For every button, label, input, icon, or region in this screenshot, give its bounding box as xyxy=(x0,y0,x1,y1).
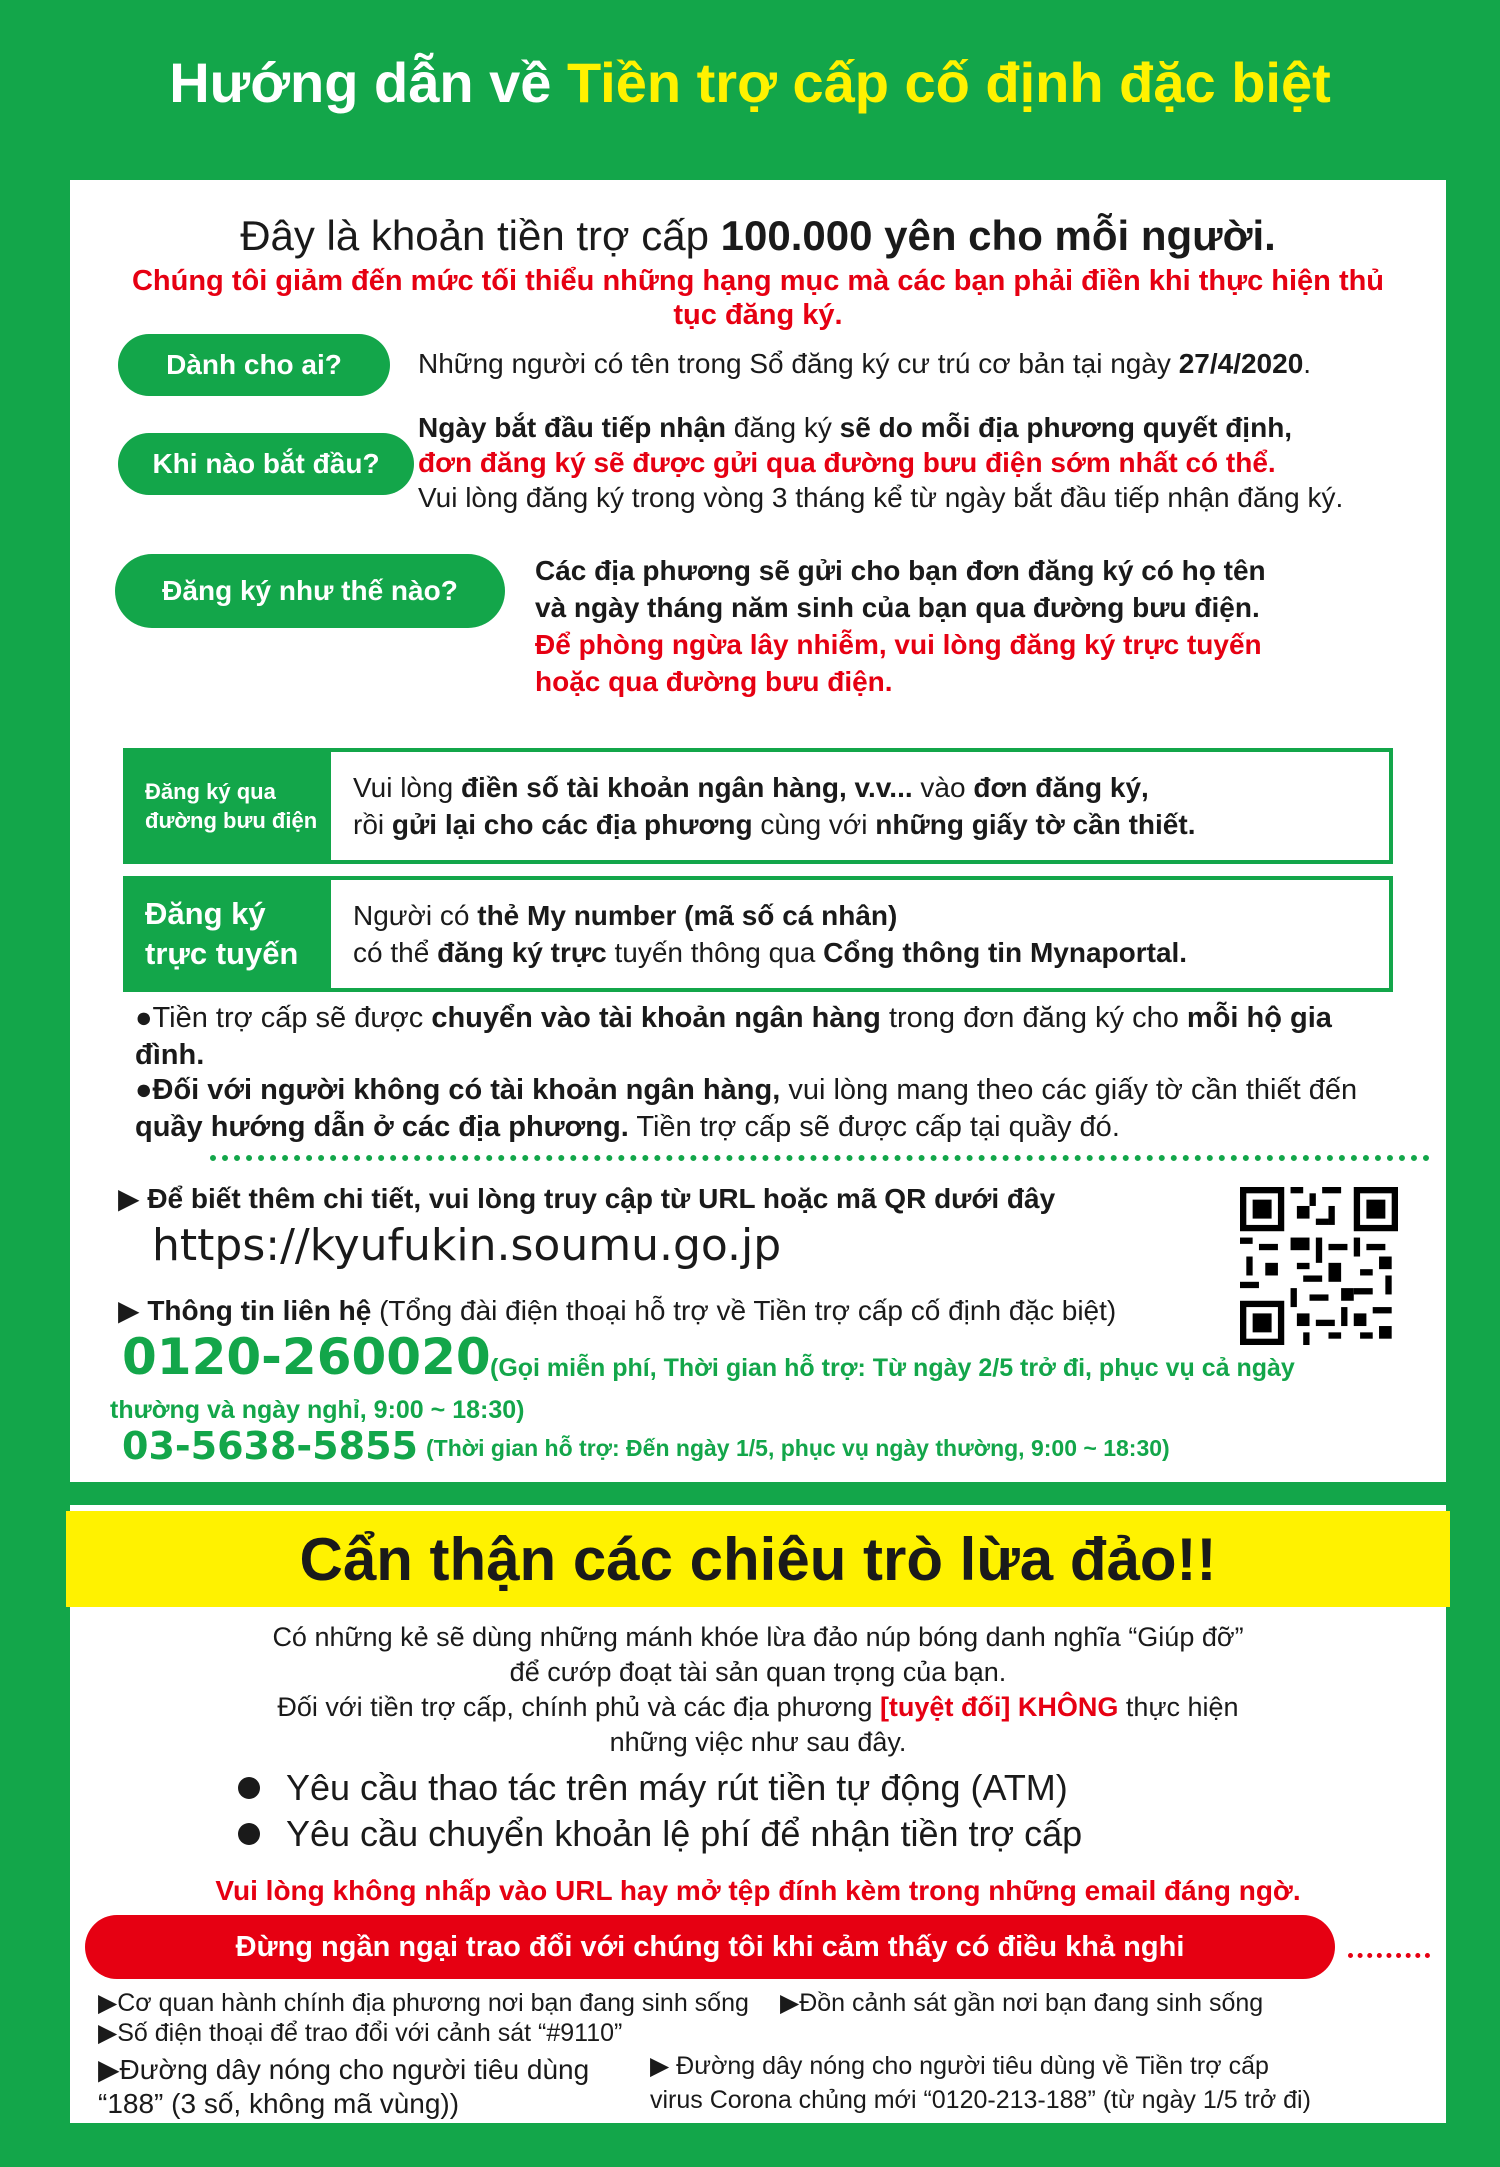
dotted-divider xyxy=(210,1155,1430,1161)
banner-dots xyxy=(1348,1953,1430,1958)
warning-paragraph-2: để cướp đoạt tài sản quan trọng của bạn. xyxy=(509,1657,1007,1687)
bullet-icon xyxy=(238,1777,260,1799)
phone-landline[interactable]: 03-5638-5855 xyxy=(122,1424,418,1468)
post-method-box xyxy=(123,748,1393,864)
when-pill: Khi nào bắt đầu? xyxy=(118,433,414,495)
who-pill: Dành cho ai? xyxy=(118,334,390,396)
email-warning: Vui lòng không nhấp vào URL hay mở tệp đính kèm trong những email đáng ngờ. xyxy=(215,1875,1301,1906)
contact-police-station: ▶Đồn cảnh sát gần nơi bạn đang sinh sống xyxy=(780,1989,1264,2017)
note-no-account: ●Đối với người không có tài khoản ngân hàng, vui lòng mang theo các giấy tờ cần thiết đến quầy hướng dẫn ở các địa phương. Tiền trợ cấp sẽ được cấp tại quầy đó. xyxy=(135,1074,1358,1143)
phone-tollfree-note-cont: thường và ngày nghỉ, 9:00 ~ 18:30) xyxy=(110,1396,525,1424)
phone-tollfree-note: (Gọi miễn phí, Thời gian hỗ trợ: Từ ngày 2/5 trở đi, phục vụ cả ngày xyxy=(490,1354,1295,1382)
post-method-text: Vui lòng điền số tài khoản ngân hàng, v.v... vào đơn đăng ký, rồi gửi lại cho các địa phương cùng với những giấy tờ cần thiết. xyxy=(353,772,1196,840)
how-pill: Đăng ký như thế nào? xyxy=(115,554,505,628)
how-text: Các địa phương sẽ gửi cho bạn đơn đăng ký có họ tên và ngày tháng năm sinh của bạn qua đường bưu điện. Để phòng ngừa lây nhiễm, vui lòng đăng ký trực tuyến hoặc qua đường bưu điện. xyxy=(535,555,1266,697)
consult-banner: Đừng ngần ngại trao đổi với chúng tôi khi cảm thấy có điều khả nghi xyxy=(85,1915,1335,1979)
contact-police-hotline: ▶Số điện thoại để trao đổi với cảnh sát “#9110” xyxy=(98,2019,623,2047)
warning-paragraph-1: Có những kẻ sẽ dùng những mánh khóe lừa đảo núp bóng danh nghĩa “Giúp đỡ” xyxy=(272,1622,1244,1652)
contact-local-gov: ▶Cơ quan hành chính địa phương nơi bạn đang sinh sống xyxy=(98,1989,749,2017)
warning-bullet-fee: Yêu cầu chuyển khoản lệ phí để nhận tiền trợ cấp xyxy=(238,1813,1082,1855)
title-highlight: Tiền trợ cấp cố định đặc biệt xyxy=(566,51,1331,114)
website-url[interactable]: https://kyufukin.soumu.go.jp xyxy=(152,1220,782,1271)
warning-paragraph-4: những việc như sau đây. xyxy=(609,1727,907,1757)
info-panel xyxy=(70,180,1446,1482)
lead-line: Đây là khoản tiền trợ cấp 100.000 yên cho mỗi người. xyxy=(240,212,1276,259)
warning-paragraph-3: Đối với tiền trợ cấp, chính phủ và các địa phương [tuyệt đối] KHÔNG thực hiện xyxy=(277,1692,1239,1722)
note-bank-account: ●Tiền trợ cấp sẽ được chuyển vào tài khoản ngân hàng trong đơn đăng ký cho mỗi hộ gia đình. xyxy=(135,1002,1332,1071)
page-title: Hướng dẫn về Tiền trợ cấp cố định đặc biệt xyxy=(169,51,1331,114)
phone-tollfree[interactable]: 0120-260020 xyxy=(122,1328,491,1386)
simplified-note: Chúng tôi giảm đến mức tối thiểu những hạng mục mà các bạn phải điền khi thực hiện thủ tục đăng ký. xyxy=(131,265,1385,331)
warning-bullet-atm: Yêu cầu thao tác trên máy rút tiền tự động (ATM) xyxy=(238,1767,1068,1809)
contact-consumer-hotline: ▶Đường dây nóng cho người tiêu dùng “188” (3 số, không mã vùng)) xyxy=(98,2054,590,2119)
post-method-label: Đăng ký qua đường bưu điện xyxy=(127,752,331,860)
bullet-icon xyxy=(238,1823,260,1845)
who-text: Những người có tên trong Sổ đăng ký cư trú cơ bản tại ngày 27/4/2020. xyxy=(418,348,1312,379)
fraud-warning-title: Cẩn thận các chiêu trò lừa đảo!! xyxy=(66,1511,1450,1607)
online-method-label: Đăng ký trực tuyến xyxy=(127,880,331,988)
contact-corona-hotline: ▶ Đường dây nóng cho người tiêu dùng về Tiền trợ cấp virus Corona chủng mới “0120-213-188” (từ ngày 1/5 trở đi) xyxy=(650,2052,1311,2114)
online-method-box xyxy=(123,876,1393,992)
contact-line: ▶ Thông tin liên hệ (Tổng đài điện thoại hỗ trợ về Tiền trợ cấp cố định đặc biệt) xyxy=(118,1295,1117,1326)
amount-text: 100.000 yên cho mỗi người. xyxy=(720,212,1276,259)
online-method-text: Người có thẻ My number (mã số cá nhân) có thể đăng ký trực tuyến thông qua Cổng thông tin Mynaportal. xyxy=(353,900,1188,968)
when-text: Ngày bắt đầu tiếp nhận đăng ký sẽ do mỗi địa phương quyết định, đơn đăng ký sẽ được gửi qua đường bưu điện sớm nhất có thể. Vui lòng đăng ký trong vòng 3 tháng kể từ ngày bắt đầu tiếp nhận đăng ký. xyxy=(418,412,1344,513)
phone-landline-note: (Thời gian hỗ trợ: Đến ngày 1/5, phục vụ ngày thường, 9:00 ~ 18:30) xyxy=(426,1435,1170,1461)
fraud-warning-panel xyxy=(70,1505,1446,2123)
details-line: ▶ Để biết thêm chi tiết, vui lòng truy cập từ URL hoặc mã QR dưới đây xyxy=(118,1183,1056,1214)
qr-code-icon[interactable] xyxy=(1240,1187,1398,1345)
